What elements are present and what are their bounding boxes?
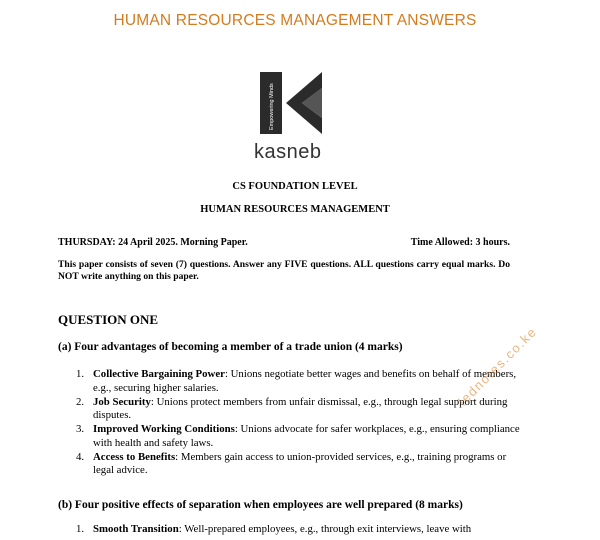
list-item: [58, 451, 528, 478]
site-watermark: lednotes.co.ke: [455, 323, 540, 409]
item-text: : Unions advocate for safer workplaces, e.g., ensuring compliance with health and safety laws.: [93, 423, 520, 449]
exam-meta-row: [58, 237, 510, 248]
exam-level: CS FOUNDATION LEVEL: [232, 181, 358, 192]
part-b-heading: (b) Four positive effects of separation when employees are well prepared (8 marks): [58, 499, 463, 511]
item-number: 1.: [76, 523, 85, 535]
question-title: QUESTION ONE: [58, 312, 159, 327]
list-item: [58, 423, 528, 450]
document-title: HUMAN RESOURCES MANAGEMENT ANSWERS: [113, 12, 477, 29]
item-term: Job Security: [93, 395, 151, 408]
item-text: : Well-prepared employees, e.g., through exit interviews, leave with: [178, 523, 472, 535]
item-number: 4.: [76, 450, 85, 463]
item-term: Access to Benefits: [93, 450, 176, 463]
item-term: Collective Bargaining Power: [93, 368, 225, 380]
item-text: : Members gain access to union-provided services, e.g., training programs or legal advice.: [93, 450, 507, 476]
list-item: [58, 523, 528, 537]
exam-date: THURSDAY: 24 April 2025. Morning Paper.: [58, 237, 248, 248]
kasneb-k-mark-icon: [258, 72, 338, 142]
item-term: Improved Working Conditions: [93, 423, 235, 435]
part-a-list: [58, 368, 528, 478]
item-number: 3.: [76, 423, 85, 435]
logo-wordmark: kasneb: [254, 141, 322, 163]
exam-subject: HUMAN RESOURCES MANAGEMENT: [200, 204, 390, 215]
item-term: Smooth Transition: [93, 523, 179, 535]
logo-tagline: Empowering Minds: [269, 83, 275, 130]
part-b-list: [58, 523, 528, 537]
item-number: 2.: [76, 395, 85, 408]
item-text: : Unions protect members from unfair dismissal, e.g., through legal support during disputes.: [93, 395, 508, 421]
part-a-heading: (a) Four advantages of becoming a member of a trade union (4 marks): [58, 341, 403, 353]
exam-instructions: This paper consists of seven (7) questions. Answer any FIVE questions. ALL questions carry equal marks. Do NOT write anything on this paper.: [58, 259, 510, 282]
list-item: [58, 368, 528, 395]
time-allowed: Time Allowed: 3 hours.: [410, 237, 510, 248]
item-text: : Unions negotiate better wages and benefits on behalf of members, e.g., securing higher salaries.: [93, 368, 517, 394]
item-number: 1.: [76, 368, 85, 380]
